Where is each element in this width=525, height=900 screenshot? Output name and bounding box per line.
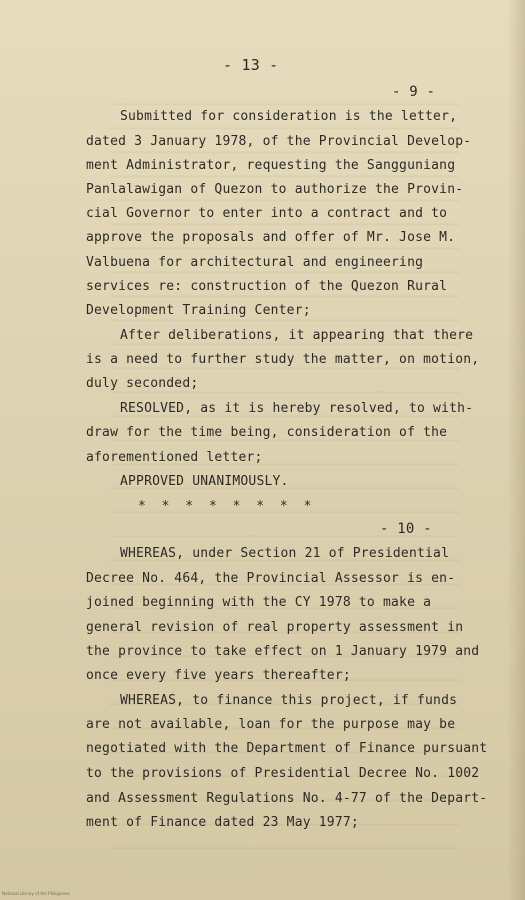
item-9-line-7: Valbuena for architectural and engineering (86, 255, 424, 270)
item-10-line-12: ment of Finance dated 23 May 1977; (86, 815, 359, 830)
item-number-9: - 9 - (392, 84, 436, 100)
page-number: - 13 - (223, 56, 279, 74)
item-10-line-10: to the provisions of Presidential Decree No. 1002 (86, 766, 480, 781)
item-9-line-16: APPROVED UNANIMOUSLY. (120, 474, 289, 489)
item-10-line-6: once every five years thereafter; (86, 668, 351, 683)
item-9-line-3: ment Administrator, requesting the Sangguniang (86, 158, 456, 173)
item-number-10: - 10 - (380, 521, 432, 537)
item-9-line-5: cial Governor to enter into a contract and to (86, 206, 448, 221)
item-9-line-12: duly seconded; (86, 376, 199, 391)
item-9-line-4: Panlalawigan of Quezon to authorize the Provin- (86, 182, 464, 197)
scan-source-note: National Library of the Philippines (2, 891, 70, 896)
item-10-line-3: joined beginning with the CY 1978 to make a (86, 595, 432, 610)
item-10-line-5: the province to take effect on 1 January 1979 and (86, 644, 480, 659)
item-10-line-8: are not available, loan for the purpose may be (86, 717, 456, 732)
section-separator: * * * * * * * * (138, 499, 316, 514)
item-9-line-1: Submitted for consideration is the letter, (120, 109, 458, 124)
item-9-line-13: RESOLVED, as it is hereby resolved, to with- (120, 401, 474, 416)
item-9-line-14: draw for the time being, consideration of the (86, 425, 448, 440)
item-9-line-15: aforementioned letter; (86, 450, 263, 465)
item-9-line-9: Development Training Center; (86, 303, 311, 318)
item-10-line-2: Decree No. 464, the Provincial Assessor is en- (86, 571, 456, 586)
item-10-line-9: negotiated with the Department of Finance pursuant (86, 741, 488, 756)
item-10-line-7: WHEREAS, to finance this project, if funds (120, 693, 458, 708)
item-10-line-11: and Assessment Regulations No. 4-77 of the Depart- (86, 791, 488, 806)
item-9-line-6: approve the proposals and offer of Mr. Jose M. (86, 230, 456, 245)
item-10-line-1: WHEREAS, under Section 21 of Presidential (120, 546, 450, 561)
item-9-line-10: After deliberations, it appearing that there (120, 328, 474, 343)
item-9-line-2: dated 3 January 1978, of the Provincial Develop- (86, 134, 472, 149)
item-10-line-4: general revision of real property assessment in (86, 620, 464, 635)
page-edge-shadow (507, 0, 525, 900)
item-9-line-8: services re: construction of the Quezon Rural (86, 279, 448, 294)
item-9-line-11: is a need to further study the matter, on motion, (86, 352, 480, 367)
